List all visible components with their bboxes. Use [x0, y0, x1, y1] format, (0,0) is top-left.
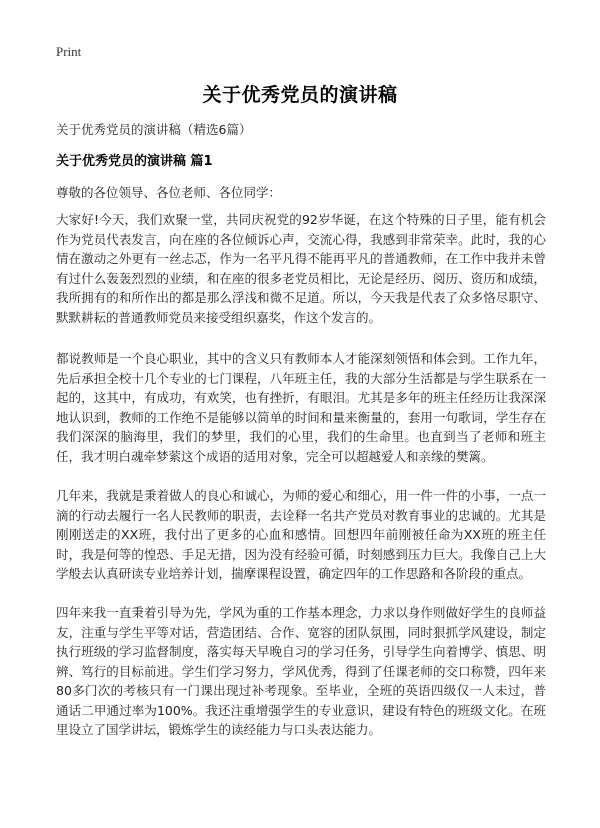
print-link[interactable]: Print: [56, 44, 82, 59]
page-title: 关于优秀党员的演讲稿: [202, 84, 398, 106]
greeting-line: 尊敬的各位领导、各位老师、各位同学：: [56, 185, 282, 200]
section-heading: 关于优秀党员的演讲稿 篇1: [56, 154, 213, 169]
document-subtitle: 关于优秀党员的演讲稿（精选6篇）: [56, 122, 252, 137]
paragraph-2: 都说教师是一个良心职业，其中的含义只有教师本人才能深刻领悟和体会到。工作九年，先后承担全校十几个专业的七门课程，八年班主任，我的大部分生活都是与学生联系在一起的，这其中，有成功，有欢笑，也有挫折，有眼泪。尤其是多年的班主任经历让我深深地认识到，教师的工作绝不是能够以简单的时间和量来衡量的，套用一句歌词，学生存在我们深深的脑海里，我们的梦里，我们的心里，我们的生命里。也直到当了老师和班主任，我才明白魂牵梦萦这个成语的适用对象，完全可以超越爱人和亲缘的樊篱。: [56, 351, 546, 464]
paragraph-3: 几年来，我就是秉着做人的良心和诚心，为师的爱心和细心，用一件一件的小事，一点一滴的行动去履行一名人民教师的职责，去诠释一名共产党员对教育事业的忠诚的。尤其是刚刚送走的XX班，我付出了更多的心血和感情。回想四年前刚被任命为XX班的班主任时，我是何等的惶恐、手足无措，因为没有经验可循，时刻感到压力巨大。我像自己上大学般去认真研读专业培养计划，揣摩课程设置，确定四年的工作思路和各阶段的重点。: [56, 488, 546, 581]
paragraph-4: 四年来我一直秉着引导为先，学风为重的工作基本理念，力求以身作则做好学生的良师益友，注重与学生平等对话，营造团结、合作、宽容的团队氛围，同时狠抓学风建设，制定执行班级的学习监督制度，落实每天早晚自习的学习任务，引导学生向着博学、慎思、明辨、笃行的目标前进。学生们学习努力，学风优秀，得到了任课老师的交口称赞，四年来80多门次的考核只有一门课出现过补考现象。至毕业，全班的英语四级仅一人未过，普通话二甲通过率为100%。我还注重增强学生的专业意识，建设有特色的班级文化。在班里设立了国学讲坛，锻炼学生的读经能力与口头表达能力。: [56, 605, 546, 737]
paragraph-1: 大家好!今天，我们欢聚一堂，共同庆祝党的92岁华诞，在这个特殊的日子里，能有机会作为党员代表发言，向在座的各位倾诉心声，交流心得，我感到非常荣幸。此时，我的心情在激动之外更有一丝忐忑，作为一名平凡得不能再平凡的普通教师，在工作中我并未曾有过什么轰轰烈烈的业绩，和在座的很多老党员相比，无论是经历、阅历、资历和成绩，我所拥有的和所作出的都是那么浮浅和微不足道。所以，今天我是代表了众多恪尽职守、默默耕耘的普通教师党员来接受组织嘉奖，作这个发言的。: [56, 212, 546, 325]
